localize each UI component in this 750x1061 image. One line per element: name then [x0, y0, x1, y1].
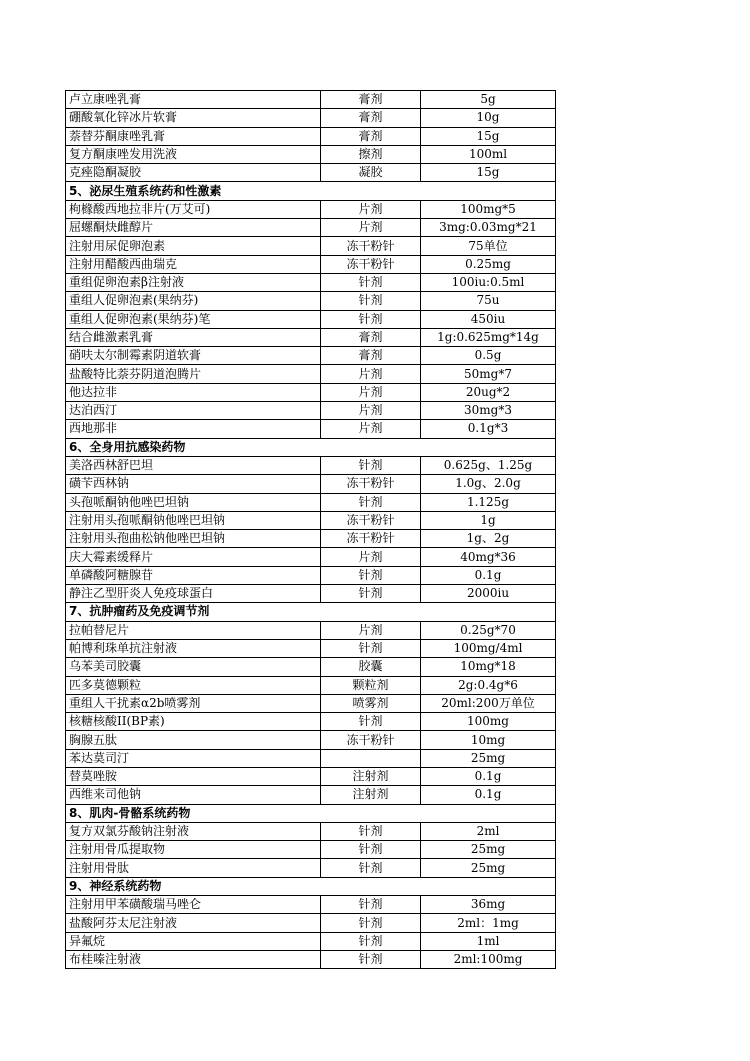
drug-name-cell: 苯达莫司汀: [66, 749, 321, 767]
specification-cell: 30mg*3: [421, 402, 556, 420]
dosage-form-cell: 冻干粉针: [321, 731, 421, 749]
drug-name-cell: 萘替芬酮康唑乳膏: [66, 127, 321, 145]
specification-cell: 1g、2g: [421, 530, 556, 548]
specification-cell: 10mg: [421, 731, 556, 749]
dosage-form-cell: 针剂: [321, 950, 421, 968]
table-row: [66, 493, 556, 511]
drug-name-cell: 盐酸阿芬太尼注射液: [66, 914, 321, 932]
specification-cell: 3mg:0.03mg*21: [421, 219, 556, 237]
specification-cell: 2ml：1mg: [421, 914, 556, 932]
drug-name-cell: 静注乙型肝炎人免疫球蛋白: [66, 585, 321, 603]
dosage-form-cell: 针剂: [321, 932, 421, 950]
table-row: [66, 475, 556, 493]
table-row: [66, 859, 556, 877]
dosage-form-cell: 冻干粉针: [321, 530, 421, 548]
specification-cell: 40mg*36: [421, 548, 556, 566]
specification-cell: 1.125g: [421, 493, 556, 511]
drug-name-cell: 注射用骨瓜提取物: [66, 841, 321, 859]
dosage-form-cell: 膏剂: [321, 328, 421, 346]
table-row: [66, 402, 556, 420]
section-header-row: [66, 877, 556, 895]
drug-name-cell: 重组人促卵泡素(果纳芬)笔: [66, 310, 321, 328]
drug-name-cell: 重组人干扰素α2b喷雾剂: [66, 694, 321, 712]
table-row: [66, 731, 556, 749]
drug-name-cell: 卢立康唑乳膏: [66, 91, 321, 109]
section-title: 5、泌尿生殖系统药和性激素: [66, 182, 556, 200]
drug-name-cell: 达泊西汀: [66, 402, 321, 420]
drug-name-cell: 屈螺酮炔雌醇片: [66, 219, 321, 237]
specification-cell: 0.25g*70: [421, 621, 556, 639]
specification-cell: 15g: [421, 164, 556, 182]
drug-name-cell: 注射用甲苯磺酸瑞马唑仑: [66, 896, 321, 914]
drug-name-cell: 庆大霉素缓释片: [66, 548, 321, 566]
specification-cell: 50mg*7: [421, 365, 556, 383]
dosage-form-cell: 片剂: [321, 200, 421, 218]
drug-name-cell: 枸橼酸西地拉非片(万艾可): [66, 200, 321, 218]
table-row: [66, 639, 556, 657]
drug-name-cell: 磺苄西林钠: [66, 475, 321, 493]
dosage-form-cell: 针剂: [321, 566, 421, 584]
drug-name-cell: 核糖核酸II(BP素): [66, 713, 321, 731]
dosage-form-cell: 片剂: [321, 219, 421, 237]
table-row: [66, 585, 556, 603]
specification-cell: 450iu: [421, 310, 556, 328]
specification-cell: 2g:0.4g*6: [421, 676, 556, 694]
drug-name-cell: 美洛西林舒巴坦: [66, 456, 321, 474]
dosage-form-cell: 擦剂: [321, 145, 421, 163]
table-row: [66, 950, 556, 968]
table-row: [66, 310, 556, 328]
dosage-form-cell: 颗粒剂: [321, 676, 421, 694]
table-row: [66, 292, 556, 310]
specification-cell: 0.1g: [421, 566, 556, 584]
drug-list-body: [66, 91, 556, 969]
specification-cell: 20ml:200万单位: [421, 694, 556, 712]
specification-cell: 36mg: [421, 896, 556, 914]
table-row: [66, 145, 556, 163]
section-title: 7、抗肿瘤药及免疫调节剂: [66, 603, 556, 621]
section-title: 6、全身用抗感染药物: [66, 438, 556, 456]
dosage-form-cell: 针剂: [321, 822, 421, 840]
drug-name-cell: 帕博利珠单抗注射液: [66, 639, 321, 657]
table-row: [66, 896, 556, 914]
specification-cell: 25mg: [421, 859, 556, 877]
drug-name-cell: 硝呋太尔制霉素阴道软膏: [66, 347, 321, 365]
table-row: [66, 255, 556, 273]
dosage-form-cell: 喷雾剂: [321, 694, 421, 712]
section-header-row: [66, 603, 556, 621]
specification-cell: 0.5g: [421, 347, 556, 365]
drug-name-cell: 重组人促卵泡素(果纳芬): [66, 292, 321, 310]
specification-cell: 0.1g: [421, 767, 556, 785]
table-row: [66, 676, 556, 694]
drug-name-cell: 单磷酸阿糖腺苷: [66, 566, 321, 584]
specification-cell: 1g: [421, 511, 556, 529]
specification-cell: 100mg*5: [421, 200, 556, 218]
dosage-form-cell: 针剂: [321, 493, 421, 511]
dosage-form-cell: 片剂: [321, 420, 421, 438]
specification-cell: 1g:0.625mg*14g: [421, 328, 556, 346]
specification-cell: 5g: [421, 91, 556, 109]
specification-cell: 25mg: [421, 841, 556, 859]
table-row: [66, 713, 556, 731]
drug-list-table: [65, 90, 556, 969]
specification-cell: 0.25mg: [421, 255, 556, 273]
table-row: [66, 127, 556, 145]
specification-cell: 20ug*2: [421, 383, 556, 401]
dosage-form-cell: 冻干粉针: [321, 511, 421, 529]
table-row: [66, 566, 556, 584]
specification-cell: 15g: [421, 127, 556, 145]
drug-name-cell: 他达拉非: [66, 383, 321, 401]
drug-name-cell: 西地那非: [66, 420, 321, 438]
dosage-form-cell: 针剂: [321, 310, 421, 328]
drug-name-cell: 硼酸氧化锌冰片软膏: [66, 109, 321, 127]
specification-cell: 0.625g、1.25g: [421, 456, 556, 474]
table-row: [66, 932, 556, 950]
dosage-form-cell: 针剂: [321, 859, 421, 877]
dosage-form-cell: 注射剂: [321, 786, 421, 804]
dosage-form-cell: 冻干粉针: [321, 237, 421, 255]
drug-name-cell: 结合雌激素乳膏: [66, 328, 321, 346]
specification-cell: 2ml: [421, 822, 556, 840]
dosage-form-cell: 膏剂: [321, 109, 421, 127]
drug-name-cell: 注射用尿促卵泡素: [66, 237, 321, 255]
table-row: [66, 91, 556, 109]
dosage-form-cell: 膏剂: [321, 91, 421, 109]
table-row: [66, 841, 556, 859]
dosage-form-cell: 冻干粉针: [321, 475, 421, 493]
dosage-form-cell: 冻干粉针: [321, 255, 421, 273]
dosage-form-cell: 针剂: [321, 914, 421, 932]
drug-name-cell: 注射用醋酸西曲瑞克: [66, 255, 321, 273]
section-title: 9、神经系统药物: [66, 877, 556, 895]
dosage-form-cell: 凝胶: [321, 164, 421, 182]
drug-name-cell: 西维来司他钠: [66, 786, 321, 804]
dosage-form-cell: 针剂: [321, 639, 421, 657]
table-row: [66, 347, 556, 365]
dosage-form-cell: 针剂: [321, 585, 421, 603]
dosage-form-cell: 针剂: [321, 292, 421, 310]
table-row: [66, 530, 556, 548]
table-row: [66, 511, 556, 529]
specification-cell: 10g: [421, 109, 556, 127]
drug-name-cell: 头孢哌酮钠他唑巴坦钠: [66, 493, 321, 511]
table-row: [66, 420, 556, 438]
dosage-form-cell: 注射剂: [321, 767, 421, 785]
specification-cell: 10mg*18: [421, 658, 556, 676]
dosage-form-cell: 膏剂: [321, 127, 421, 145]
section-header-row: [66, 804, 556, 822]
dosage-form-cell: 针剂: [321, 456, 421, 474]
table-row: [66, 456, 556, 474]
table-row: [66, 749, 556, 767]
drug-name-cell: 复方酮康唑发用洗液: [66, 145, 321, 163]
drug-name-cell: 异氟烷: [66, 932, 321, 950]
table-row: [66, 328, 556, 346]
dosage-form-cell: 膏剂: [321, 347, 421, 365]
dosage-form-cell: 针剂: [321, 841, 421, 859]
drug-name-cell: 布桂嗪注射液: [66, 950, 321, 968]
specification-cell: 0.1g*3: [421, 420, 556, 438]
table-row: [66, 822, 556, 840]
drug-name-cell: 重组促卵泡素β注射液: [66, 273, 321, 291]
dosage-form-cell: 片剂: [321, 548, 421, 566]
specification-cell: 100mg/4ml: [421, 639, 556, 657]
drug-name-cell: 复方双氯芬酸钠注射液: [66, 822, 321, 840]
table-row: [66, 658, 556, 676]
drug-name-cell: 克痤隐酮凝胶: [66, 164, 321, 182]
section-title: 8、肌肉-骨骼系统药物: [66, 804, 556, 822]
drug-name-cell: 盐酸特比萘芬阴道泡腾片: [66, 365, 321, 383]
specification-cell: 1.0g、2.0g: [421, 475, 556, 493]
specification-cell: 0.1g: [421, 786, 556, 804]
dosage-form-cell: 胶囊: [321, 658, 421, 676]
dosage-form-cell: 针剂: [321, 896, 421, 914]
drug-name-cell: 拉帕替尼片: [66, 621, 321, 639]
specification-cell: 100ml: [421, 145, 556, 163]
dosage-form-cell: 片剂: [321, 383, 421, 401]
specification-cell: 75u: [421, 292, 556, 310]
table-row: [66, 548, 556, 566]
section-header-row: [66, 438, 556, 456]
table-row: [66, 164, 556, 182]
drug-name-cell: 注射用头孢曲松钠他唑巴坦钠: [66, 530, 321, 548]
drug-name-cell: 替莫唑胺: [66, 767, 321, 785]
specification-cell: 2ml:100mg: [421, 950, 556, 968]
table-row: [66, 365, 556, 383]
table-row: [66, 621, 556, 639]
drug-name-cell: 注射用骨肽: [66, 859, 321, 877]
specification-cell: 2000iu: [421, 585, 556, 603]
drug-name-cell: 注射用头孢哌酮钠他唑巴坦钠: [66, 511, 321, 529]
dosage-form-cell: 针剂: [321, 713, 421, 731]
table-row: [66, 273, 556, 291]
table-row: [66, 200, 556, 218]
table-row: [66, 914, 556, 932]
section-header-row: [66, 182, 556, 200]
dosage-form-cell: 片剂: [321, 402, 421, 420]
table-row: [66, 219, 556, 237]
drug-name-cell: 匹多莫德颗粒: [66, 676, 321, 694]
table-row: [66, 767, 556, 785]
specification-cell: 1ml: [421, 932, 556, 950]
drug-name-cell: 胸腺五肽: [66, 731, 321, 749]
dosage-form-cell: [321, 749, 421, 767]
table-row: [66, 109, 556, 127]
specification-cell: 75单位: [421, 237, 556, 255]
table-row: [66, 237, 556, 255]
table-row: [66, 694, 556, 712]
table-row: [66, 383, 556, 401]
specification-cell: 100mg: [421, 713, 556, 731]
dosage-form-cell: 片剂: [321, 365, 421, 383]
specification-cell: 25mg: [421, 749, 556, 767]
dosage-form-cell: 片剂: [321, 621, 421, 639]
table-row: [66, 786, 556, 804]
drug-name-cell: 乌苯美司胶囊: [66, 658, 321, 676]
dosage-form-cell: 针剂: [321, 273, 421, 291]
specification-cell: 100iu:0.5ml: [421, 273, 556, 291]
